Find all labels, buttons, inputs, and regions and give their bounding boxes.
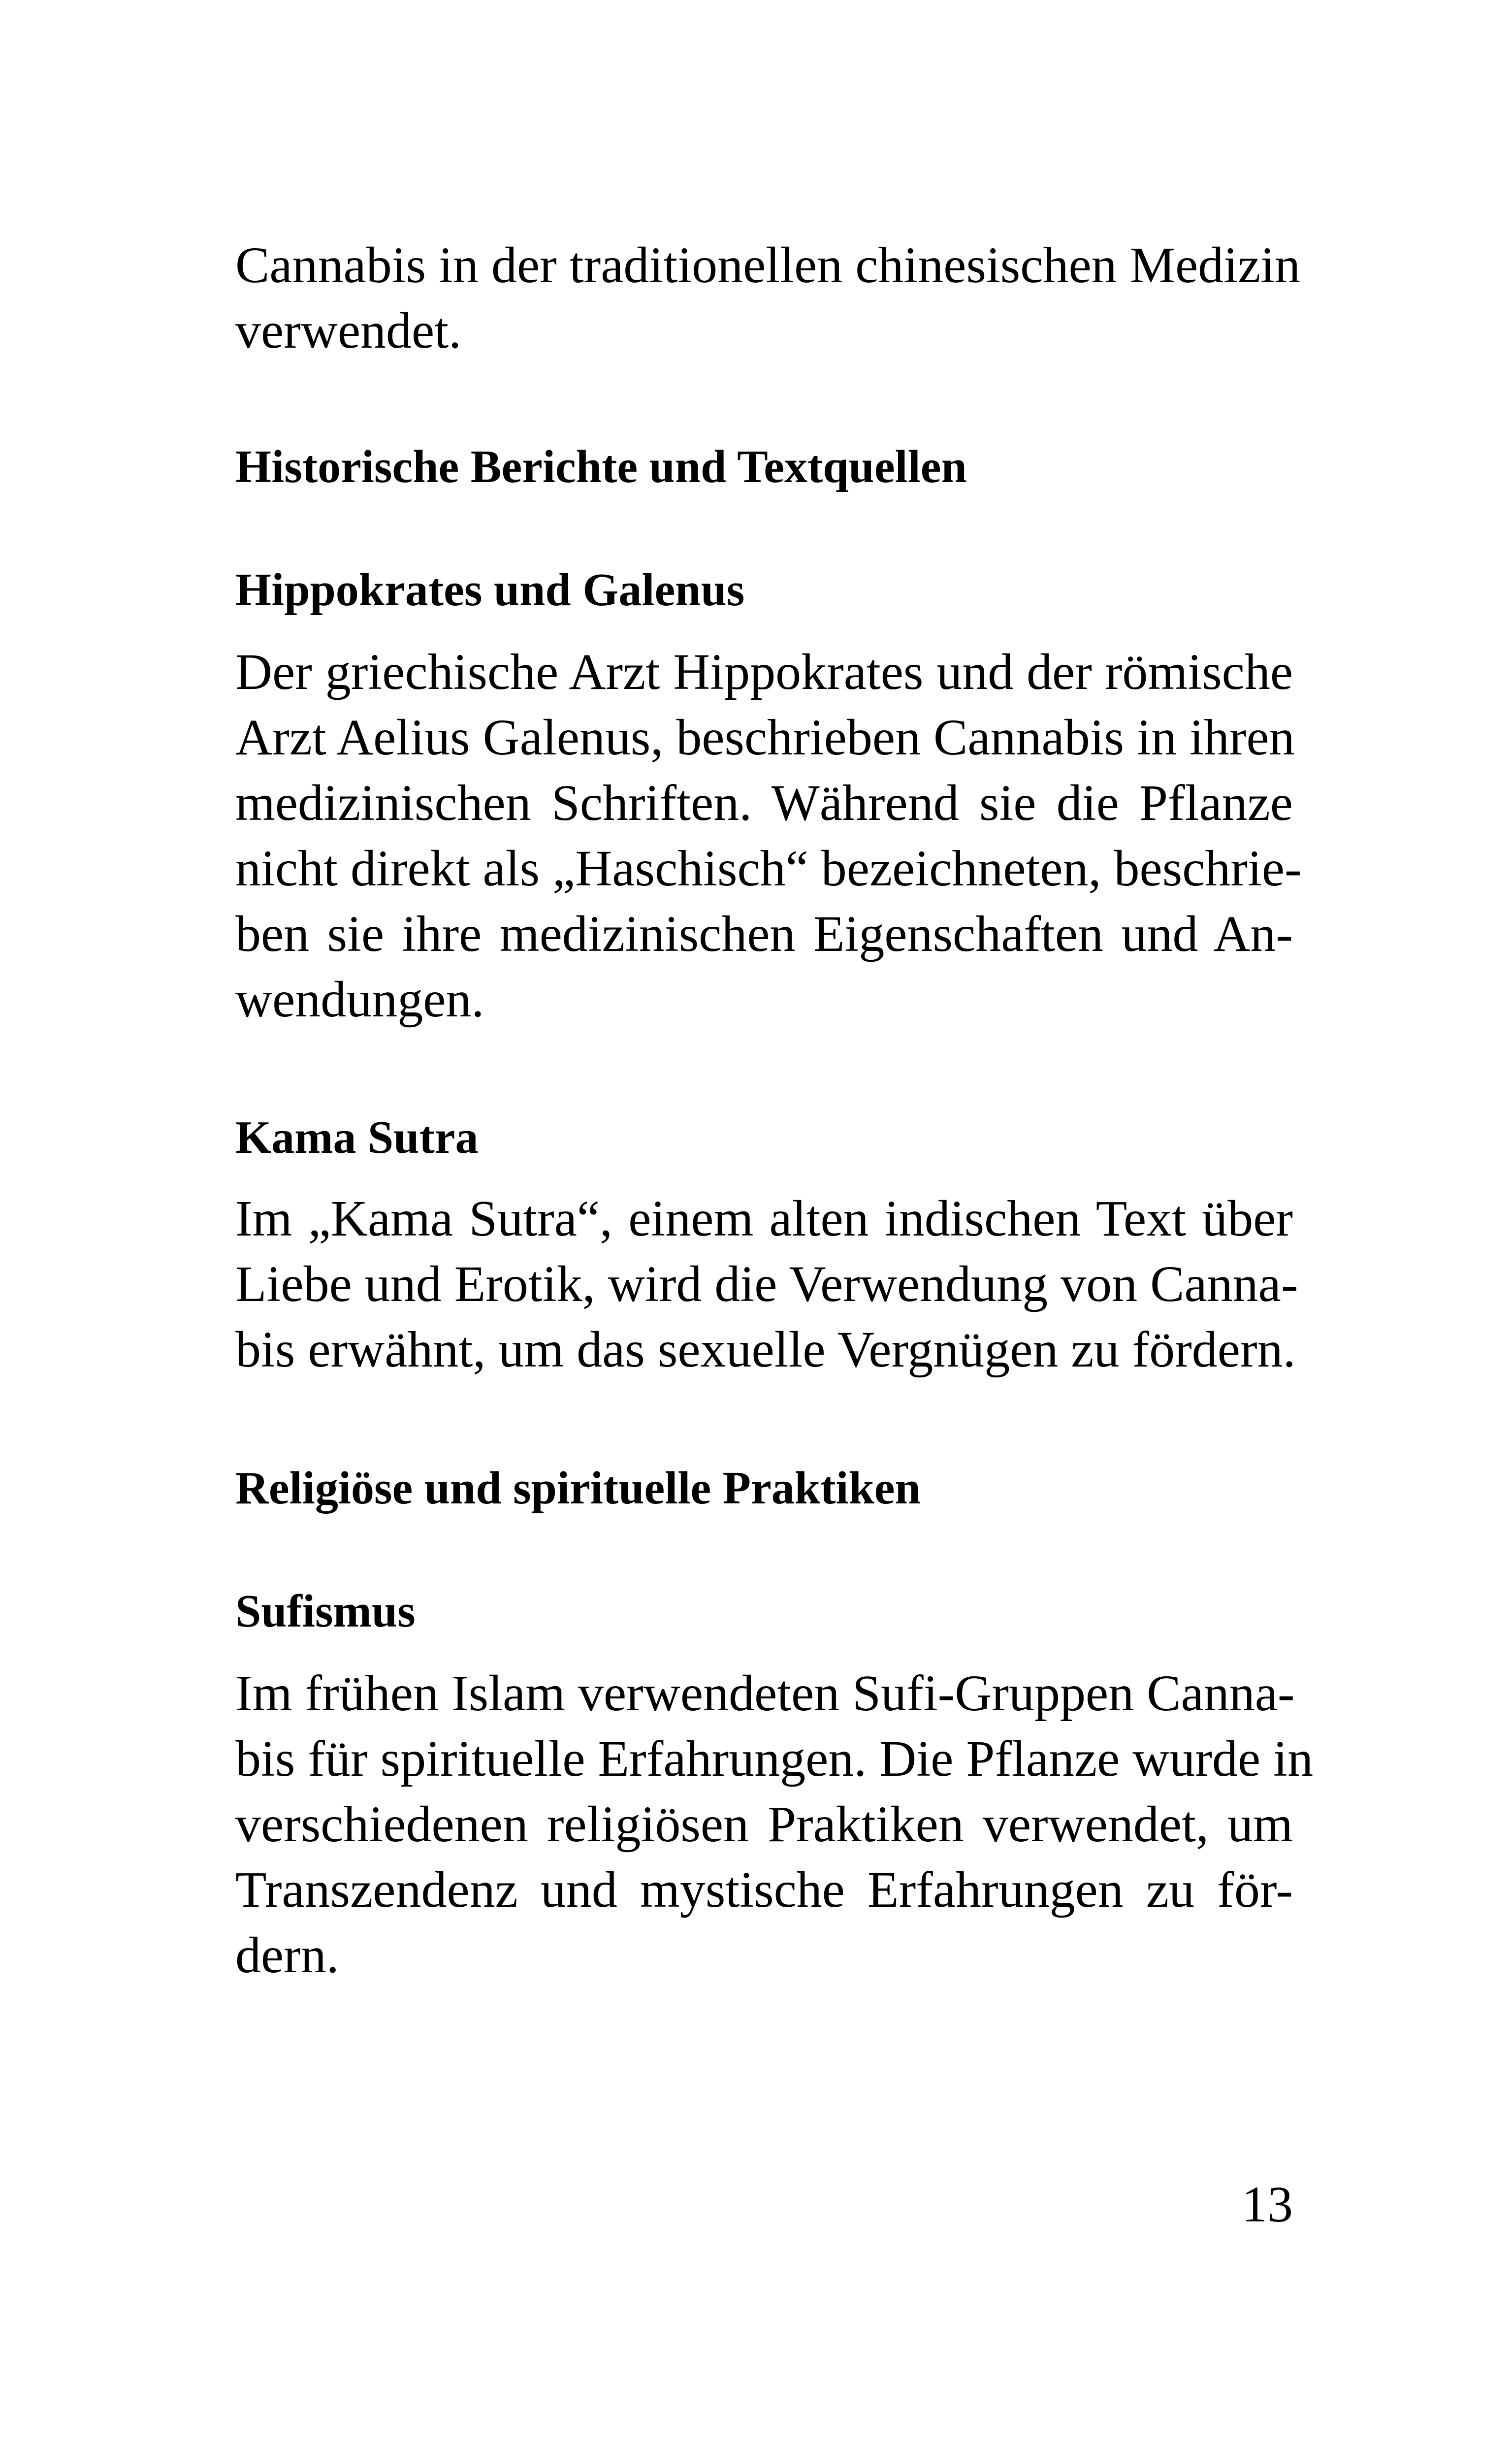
paragraph-line: verschiedenen religiösen Praktiken verwendet, um — [235, 1796, 1293, 1853]
paragraph-line: Im „Kama Sutra“, einem alten indischen Text über — [235, 1190, 1293, 1247]
paragraph-line: bis erwähnt, um das sexuelle Vergnügen zu fördern. — [235, 1321, 1296, 1378]
hippokrates-paragraph — [235, 639, 1302, 1032]
paragraph-line: Cannabis in der traditionellen chinesischen Medizin — [235, 237, 1301, 293]
paragraph-line: medizinischen Schriften. Während sie die Pflanze — [235, 775, 1293, 831]
paragraph-line: ben sie ihre medizinischen Eigenschaften und An- — [235, 906, 1293, 962]
paragraph-line: Liebe und Erotik, wird die Verwendung von Canna- — [235, 1256, 1298, 1312]
subheading-sufismus: Sufismus — [235, 1586, 416, 1637]
paragraph-line: verwendet. — [235, 302, 462, 359]
paragraph-line: bis für spirituelle Erfahrungen. Die Pflanze wurde in — [235, 1730, 1314, 1787]
subheading-kama-sutra: Kama Sutra — [235, 1112, 479, 1163]
paragraph-line: dern. — [235, 1927, 339, 1984]
intro-paragraph — [235, 232, 1301, 363]
section-heading-historical: Historische Berichte und Textquellen — [235, 441, 967, 492]
kama-sutra-paragraph — [235, 1186, 1298, 1382]
page-number: 13 — [1242, 2176, 1293, 2233]
paragraph-line: Arzt Aelius Galenus, beschrieben Cannabis in ihren — [235, 709, 1295, 766]
paragraph-line: Transzendenz und mystische Erfahrungen zu för- — [235, 1861, 1293, 1918]
paragraph-line: wendungen. — [235, 971, 484, 1028]
section-heading-religious: Religiöse und spirituelle Praktiken — [235, 1463, 921, 1514]
subheading-hippokrates: Hippokrates und Galenus — [235, 564, 745, 616]
paragraph-line: nicht direkt als „Haschisch“ bezeichneten, beschrie- — [235, 840, 1302, 897]
paragraph-line: Der griechische Arzt Hippokrates und der römische — [235, 644, 1293, 700]
sufismus-paragraph — [235, 1661, 1314, 1988]
paragraph-line: Im frühen Islam verwendeten Sufi-Gruppen Canna- — [235, 1665, 1295, 1722]
